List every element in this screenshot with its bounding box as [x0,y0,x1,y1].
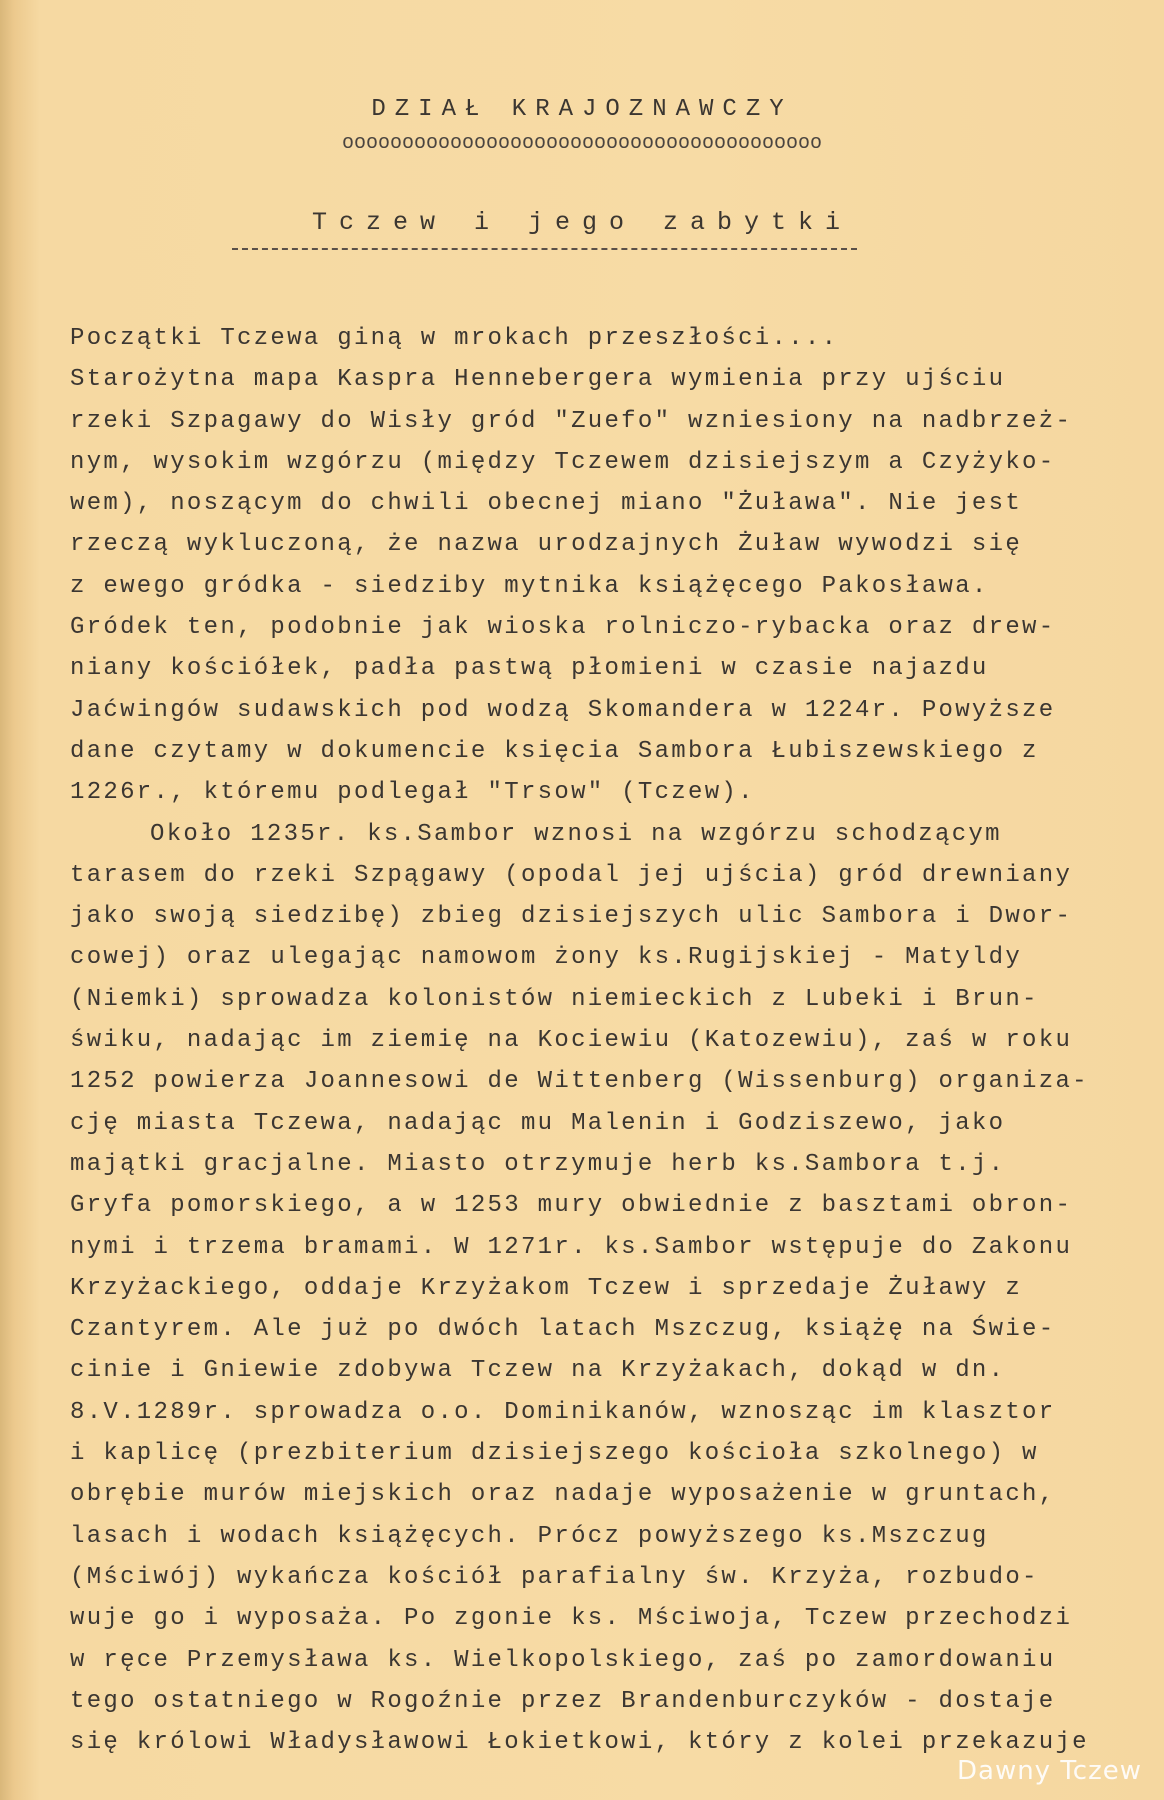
text-line: 8.V.1289r. sprowadza o.o. Dominikanów, wznosząc im klasztor [70,1398,1056,1426]
article-title: Tczew i jego zabytki [311,208,853,237]
text-line: Jaćwingów sudawskich pod wodzą Skomandera w 1224r. Powyższe [70,696,1056,724]
text-line: obrębie murów miejskich oraz nadaje wyposażenie w gruntach, [70,1481,1056,1509]
text-line: nym, wysokim wzgórzu (między Tczewem dzisiejszym a Czyżyko- [70,448,1056,476]
text-line: nymi i trzema bramami. W 1271r. ks.Sambor wstępuje do Zakonu [70,1233,1073,1261]
text-line: wem), noszącym do chwili obecnej miano "Żuława". Nie jest [70,490,1023,518]
text-line: Starożytna mapa Kaspra Hennebergera wymienia przy ujściu [70,366,1006,394]
text-line: dane czytamy w dokumencie księcia Sambora Łubiszewskiego z [70,737,1039,765]
watermark: Dawny Tczew [956,1756,1142,1786]
text-line: tego ostatniego w Rogoźnie przez Brandenburczyków - dostaje [70,1687,1056,1715]
text-line: i kaplicę (prezbiterium dzisiejszego kościoła szkolnego) w [70,1440,1039,1468]
text-line: Czantyrem. Ale już po dwóch latach Mszczug, książę na Świe- [70,1316,1056,1344]
title-underline [232,248,857,250]
text-line: 1226r., któremu podlegał "Trsow" (Tczew). [70,779,755,807]
text-line: rzeki Szpagawy do Wisły gród "Zuefo" wzniesiony na nadbrzeż- [70,407,1073,435]
text-line: 1252 powierza Joannesowi de Wittenberg (Wissenburg) organiza- [70,1068,1089,1096]
text-line: (Niemki) sprowadza kolonistów niemieckich z Lubeki i Brun- [70,985,1039,1013]
text-line: Około 1235r. ks.Sambor wznosi na wzgórzu schodzącym [150,820,1002,848]
section-title: DZIAŁ KRAJOZNAWCZY [371,96,793,123]
text-line: rzeczą wykluczoną, że nazwa urodzajnych Żuław wywodzi się [70,531,1023,559]
article-body [70,318,1130,1763]
text-line: Krzyżackiego, oddaje Krzyżakom Tczew i sprzedaje Żuławy z [70,1274,1023,1302]
text-line: tarasem do rzeki Szpągawy (opodal jej ujścia) gród drewniany [70,861,1073,889]
text-line: świku, nadając im ziemię na Kociewiu (Katozewiu), zaś w roku [70,1027,1073,1055]
text-line: się królowi Władysławowi Łokietkowi, który z kolei przekazuje [70,1729,1089,1757]
text-line: Początki Tczewa giną w mrokach przeszłości.... [70,325,839,352]
text-line: (Mściwój) wykańcza kościół parafialny św. Krzyża, rozbudo- [70,1563,1039,1591]
text-line: z ewego gródka - siedziby mytnika książęcego Pakosława. [70,572,989,600]
text-line: jako swoją siedzibę) zbieg dzisiejszych ulic Sambora i Dwor- [70,903,1073,931]
text-line: cowej) oraz ulegając namowom żony ks.Rugijskiej - Matyldy [70,944,1023,972]
text-line: Gryfa pomorskiego, a w 1253 mury obwiednie z basztami obron- [70,1192,1073,1220]
text-line: cję miasta Tczewa, nadając mu Malenin i Godziszewo, jako [70,1109,1006,1137]
text-line: wuje go i wyposaża. Po zgonie ks. Mściwoja, Tczew przechodzi [70,1605,1073,1633]
text-line: lasach i wodach książęcych. Prócz powyższego ks.Mszczug [70,1522,989,1550]
text-line: w ręce Przemysława ks. Wielkopolskiego, zaś po zamordowaniu [70,1646,1056,1674]
text-line: cinie i Gniewie zdobywa Tczew na Krzyżakach, dokąd w dn. [70,1357,1006,1385]
text-line: niany kościółek, padła pastwą płomieni w czasie najazdu [70,655,989,683]
ornament-divider: oooooooooooooooooooooooooooooooooooooooo [341,132,823,155]
text-line: Gródek ten, podobnie jak wioska rolniczo-rybacka oraz drew- [70,614,1056,642]
text-line: majątki gracjalne. Miasto otrzymuje herb ks.Sambora t.j. [70,1150,1006,1178]
